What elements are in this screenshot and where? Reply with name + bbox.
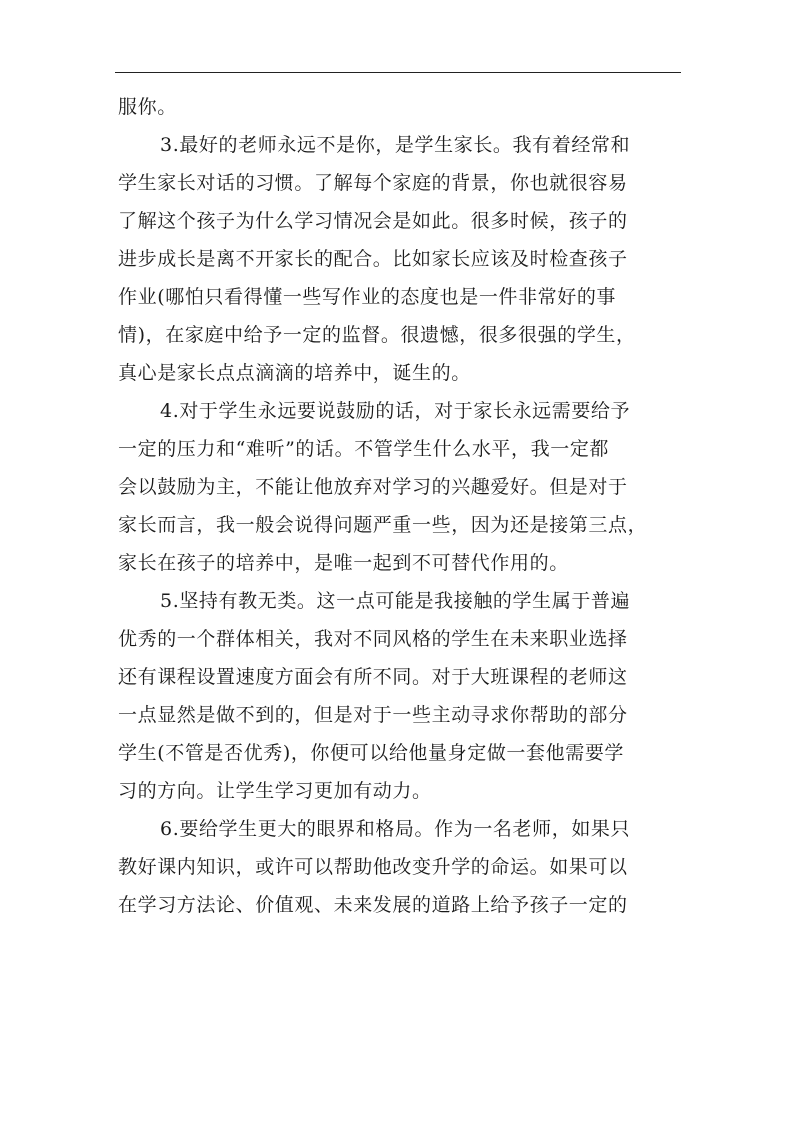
text-line: 学生家长对话的习惯。了解每个家庭的背景，你也就很容易	[118, 172, 628, 194]
text-line: 一定的压力和“难听”的话。不管学生什么水平，我一定都	[118, 438, 610, 460]
text-line: 会以鼓励为主，不能让他放弃对学习的兴趣爱好。但是对于	[118, 476, 628, 498]
text-line: 3.最好的老师永远不是你，是学生家长。我有着经常和	[160, 134, 631, 156]
text-line: 服你。	[118, 96, 177, 118]
paragraph-point-5	[118, 584, 680, 808]
text-line: 家长而言，我一般会说得问题严重一些，因为还是接第三点，	[118, 514, 648, 536]
text-line: 5.坚持有教无类。这一点可能是我接触的学生属于普遍	[160, 590, 631, 612]
text-line: 真心是家长点点滴滴的培养中，诞生的。	[118, 362, 471, 384]
text-line: 进步成长是离不开家长的配合。比如家长应该及时检查孩子	[118, 248, 628, 270]
paragraph-point-3	[118, 128, 680, 390]
text-line: 4.对于学生永远要说鼓励的话，对于家长永远需要给予	[160, 400, 631, 422]
document-body	[118, 90, 680, 926]
text-line: 在学习方法论、价值观、未来发展的道路上给予孩子一定的	[118, 894, 628, 916]
text-line: 了解这个孩子为什么学习情况会是如此。很多时候，孩子的	[118, 210, 628, 232]
text-line: 教好课内知识，或许可以帮助他改变升学的命运。如果可以	[118, 856, 628, 878]
paragraph-point-6	[118, 812, 680, 922]
text-line: 习的方向。让学生学习更加有动力。	[118, 780, 432, 802]
text-line: 一点显然是做不到的，但是对于一些主动寻求你帮助的部分	[118, 704, 628, 726]
text-line: 还有课程设置速度方面会有所不同。对于大班课程的老师这	[118, 666, 628, 688]
text-line: 6.要给学生更大的眼界和格局。作为一名老师，如果只	[160, 818, 631, 840]
header-rule	[115, 72, 681, 73]
text-line: 优秀的一个群体相关，我对不同风格的学生在未来职业选择	[118, 628, 628, 650]
text-line: 学生(不管是否优秀)，你便可以给他量身定做一套他需要学	[118, 742, 625, 764]
text-line: 情)，在家庭中给予一定的监督。很遗憾，很多很强的学生，	[118, 324, 636, 346]
text-line: 作业(哪怕只看得懂一些写作业的态度也是一件非常好的事	[118, 286, 617, 308]
paragraph-point-4	[118, 394, 680, 580]
text-line: 家长在孩子的培养中，是唯一起到不可替代作用的。	[118, 552, 569, 574]
paragraph-continuation	[118, 90, 680, 124]
